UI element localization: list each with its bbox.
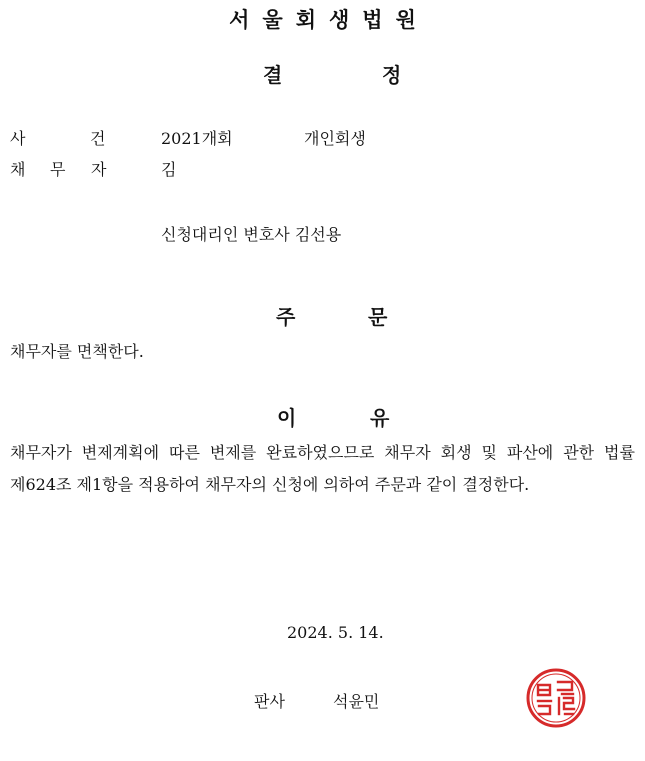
court-seal-stamp (526, 668, 586, 728)
case-label-char-2: 건 (90, 129, 106, 148)
reason-heading-char-1: 이 (277, 406, 297, 430)
debtor-label-char-2: 무 (50, 160, 66, 179)
judge-title: 판사 (254, 692, 285, 711)
order-heading-char-1: 주 (276, 305, 296, 329)
case-type: 개인회생 (304, 129, 366, 148)
debtor-name: 김 (161, 160, 177, 179)
agent-line: 신청대리인 변호사 김선용 (161, 225, 342, 244)
case-number: 2021개회 (161, 129, 233, 148)
reason-line-1: 채무자가 변제계획에 따른 변제를 완료하였으므로 채무자 회생 및 파산에 관한 법률 (10, 443, 635, 462)
debtor-label-char-1: 채 (10, 160, 26, 179)
court-name: 서울회생법원 (229, 8, 429, 32)
doc-title-char-2: 정 (382, 63, 402, 87)
order-text: 채무자를 면책한다. (10, 342, 144, 361)
decision-date: 2024. 5. 14. (287, 623, 384, 642)
reason-line-2: 제624조 제1항을 적용하여 채무자의 신청에 의하여 주문과 같이 결정한다. (10, 475, 530, 494)
debtor-label-char-3: 자 (91, 160, 107, 179)
order-heading-char-2: 문 (368, 305, 388, 329)
judge-name: 석윤민 (333, 692, 380, 711)
case-label-char-1: 사 (10, 129, 26, 148)
doc-title-char-1: 결 (263, 63, 283, 87)
reason-heading-char-2: 유 (370, 406, 390, 430)
